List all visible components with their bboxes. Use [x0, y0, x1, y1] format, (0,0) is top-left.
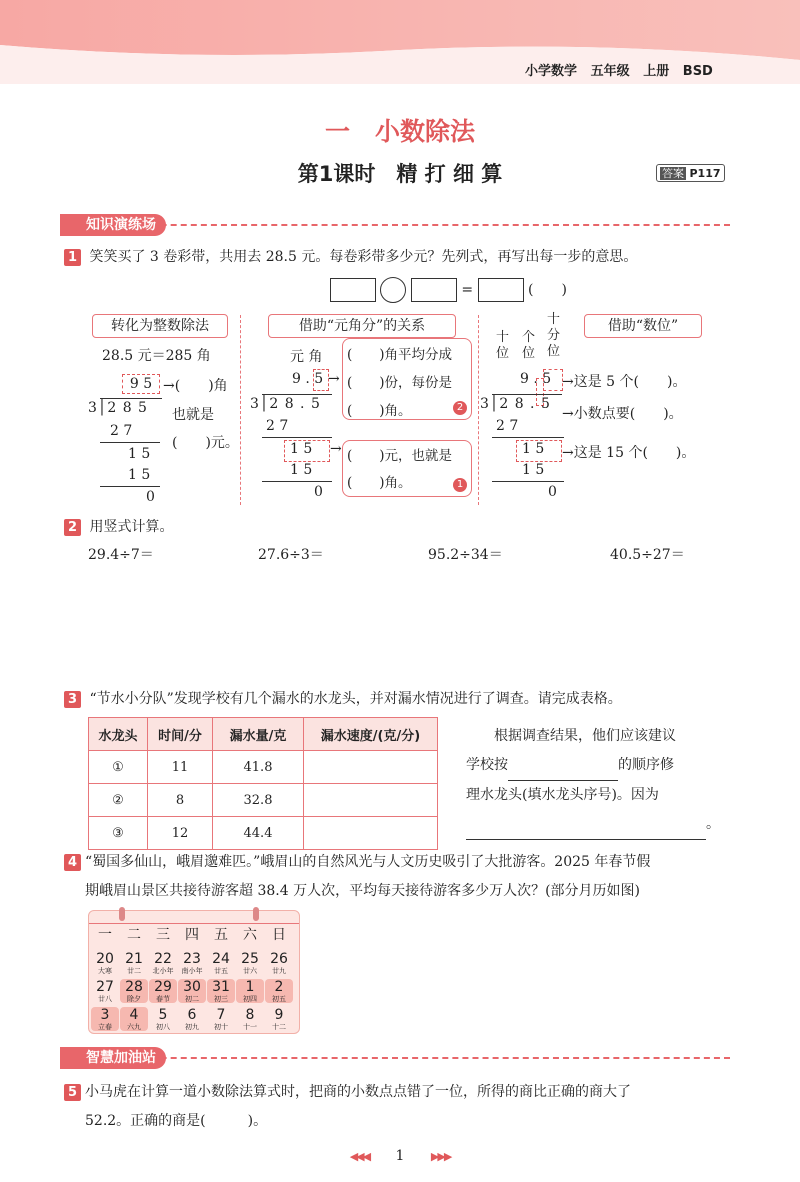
calendar-day — [120, 951, 148, 975]
lesson-title: 第1课时 精 打 细 算 — [297, 162, 503, 186]
calendar-weekday: 四 — [185, 927, 199, 943]
q3-side-text — [466, 722, 726, 840]
q3-th-speed: 漏水速度/(克/分) — [304, 718, 438, 751]
q2-number: 2 — [64, 519, 81, 536]
calendar-day — [91, 951, 119, 975]
method1-line2 — [100, 486, 160, 487]
method1-line1 — [100, 442, 160, 443]
method2-r4: 0 — [314, 484, 323, 500]
q1-stem — [64, 246, 637, 266]
method3-quotient-box — [543, 369, 563, 391]
q3-th-amount: 漏水量/克 — [213, 718, 304, 751]
method3-note3-text: 这是 15 个( )。 — [573, 445, 696, 461]
q3-cell: 11 — [148, 751, 213, 784]
method1-title: 转化为整数除法 — [92, 314, 228, 338]
calendar-day-number: 21 — [125, 951, 143, 967]
method3-r4: 0 — [548, 484, 557, 500]
calendar-weekday: 二 — [127, 927, 141, 943]
calendar-day-number: 27 — [96, 979, 114, 995]
method3-r3: 1 5 — [522, 462, 545, 478]
method2-box2-line1: ( )角平均分成 — [347, 347, 453, 363]
method3-note1: →这是 5 个( )。 — [562, 374, 687, 390]
calendar-day — [149, 951, 177, 975]
calendar-day-number: 5 — [158, 1007, 168, 1023]
calendar-day — [236, 1007, 264, 1031]
q4-text2: 期峨眉山景区共接待游客超 38.4 万人次，平均每天接待游客多少万人次？(部分月历如图) — [85, 883, 640, 899]
method2-arrow2: → — [330, 441, 342, 457]
subject: 小学数学 — [525, 64, 578, 79]
q2-problem-3: 95.2÷34＝ — [428, 547, 503, 563]
table-row — [89, 751, 438, 784]
method3-title: 借助“数位” — [584, 314, 702, 338]
calendar-day — [178, 951, 206, 975]
eq-sign: = — [461, 282, 474, 298]
method1-conv: 28.5 元＝285 角 — [102, 348, 211, 364]
q3-text: “节水小分队”发现学校有几个漏水的水龙头，并对漏水情况进行了调查。请完成表格。 — [89, 691, 622, 707]
q3-side-end: 。 — [706, 816, 720, 832]
calendar-day-number: 25 — [241, 951, 259, 967]
q5-stem — [64, 1078, 631, 1136]
calendar-day-number: 6 — [187, 1007, 197, 1023]
q3-reason-blank[interactable] — [466, 810, 706, 840]
eq-box-2[interactable] — [411, 278, 457, 302]
volume: 上册 — [643, 64, 670, 79]
method2-box1-line2: ( )角。 — [347, 475, 412, 491]
calendar-day — [207, 979, 235, 1003]
method1-r3: 1 5 — [128, 467, 151, 483]
q4-text1: “蜀国多仙山，峨眉邈难匹。”峨眉山的自然风光与人文历史吸引了大批游客。2025 年春节假 — [85, 854, 651, 870]
eq-operator-circle[interactable] — [380, 277, 406, 303]
calendar-day-number: 1 — [245, 979, 255, 995]
q3-th-faucet: 水龙头 — [89, 718, 148, 751]
calendar-day-number: 31 — [212, 979, 230, 995]
calendar-day — [120, 979, 148, 1003]
header-meta — [525, 60, 713, 79]
q5-number: 5 — [64, 1084, 81, 1101]
table-row — [89, 817, 438, 850]
calendar-day — [207, 1007, 235, 1031]
divider-1 — [240, 315, 241, 505]
method3-line2 — [492, 481, 564, 482]
method2-box2-line3: ( )角。 — [347, 403, 412, 419]
q3-cell: ② — [89, 784, 148, 817]
calendar-day-number: 24 — [212, 951, 230, 967]
q2-problem-2: 27.6÷3＝ — [258, 547, 324, 563]
q2-problem-4: 40.5÷27＝ — [610, 547, 685, 563]
method2-box2-badge: 2 — [453, 401, 467, 415]
divider-2 — [478, 315, 479, 505]
calendar-weekday: 六 — [243, 927, 257, 943]
q1-number: 1 — [64, 249, 81, 266]
calendar — [88, 910, 300, 1034]
answer-page: P117 — [689, 167, 721, 180]
calendar-day-lunar: 初五 — [272, 995, 286, 1003]
calendar-day-number: 23 — [183, 951, 201, 967]
method3-r1: 2 7 — [496, 418, 519, 434]
calendar-day-number: 26 — [270, 951, 288, 967]
section-boost — [60, 1047, 730, 1069]
method1-bar — [100, 398, 162, 399]
q3-cell: 41.8 — [213, 751, 304, 784]
calendar-day-lunar: 北小年 — [152, 967, 174, 975]
q3-stem — [64, 688, 622, 708]
method3-quotient: 9 . 5 — [520, 371, 552, 387]
method2-line2 — [262, 481, 332, 482]
calendar-day-lunar: 初二 — [185, 995, 199, 1003]
q3-side-line2b: 的顺序修 — [618, 757, 674, 773]
method3-bar — [492, 394, 562, 395]
calendar-weekday: 三 — [156, 927, 170, 943]
calendar-day-number: 30 — [183, 979, 201, 995]
q3-side-line2a: 学校按 — [466, 757, 508, 773]
calendar-ring-left — [119, 907, 125, 921]
q3-number: 3 — [64, 691, 81, 708]
q3-speed-input[interactable] — [304, 751, 438, 784]
section-practice — [60, 214, 730, 236]
method1-quotient: 9 5 — [122, 374, 160, 394]
calendar-day-lunar: 十一 — [243, 1023, 257, 1031]
method3-pos-one: 个位 — [522, 330, 536, 361]
calendar-weekday: 五 — [214, 927, 228, 943]
q4-number: 4 — [64, 854, 81, 871]
method3-pos-tenth: 十分位 — [547, 312, 561, 359]
section-practice-label: 知识演练场 — [60, 214, 166, 236]
calendar-day-number: 8 — [245, 1007, 255, 1023]
q3-cell: 8 — [148, 784, 213, 817]
method1-arrow: →( )角 — [163, 378, 228, 394]
q3-speed-input[interactable] — [304, 817, 438, 850]
q2-problem-1: 29.4÷7＝ — [88, 547, 154, 563]
method2-title: 借助“元角分”的关系 — [268, 314, 456, 338]
method2-box1-line1: ( )元，也就是 — [347, 448, 453, 464]
q3-cell: ① — [89, 751, 148, 784]
calendar-day-lunar: 立春 — [98, 1023, 112, 1031]
q1-equation — [330, 277, 567, 303]
calendar-day-lunar: 南小年 — [181, 967, 203, 975]
method3-dividend: 3│2 8 . 5 — [480, 396, 551, 412]
calendar-day — [91, 979, 119, 1003]
calendar-day-lunar: 廿六 — [243, 967, 257, 975]
method2-bar — [262, 394, 332, 395]
unit-title: 一 小数除法 — [324, 117, 475, 146]
answer-tag — [656, 164, 725, 182]
calendar-day-lunar: 廿五 — [214, 967, 228, 975]
method2-r2: 1 5 — [290, 441, 313, 457]
q3-speed-input[interactable] — [304, 784, 438, 817]
calendar-day — [178, 979, 206, 1003]
q3-cell: 44.4 — [213, 817, 304, 850]
q3-side-line3: 理水龙头(填水龙头序号)。因为 — [466, 787, 659, 803]
calendar-day-lunar: 廿二 — [127, 967, 141, 975]
calendar-day-lunar: 廿八 — [98, 995, 112, 1003]
calendar-day-number: 28 — [125, 979, 143, 995]
method3-line1 — [492, 437, 564, 438]
method3-note2: →小数点要( )。 — [562, 406, 683, 422]
page-number: 1 — [395, 1148, 405, 1164]
calendar-day — [120, 1007, 148, 1031]
calendar-day — [149, 979, 177, 1003]
calendar-day-number: 22 — [154, 951, 172, 967]
calendar-day-number: 29 — [154, 979, 172, 995]
calendar-day — [265, 1007, 293, 1031]
calendar-day — [236, 979, 264, 1003]
method1-dividend: 3│2 8 5 — [88, 400, 148, 416]
method1-mid2: ( )元。 — [172, 435, 239, 451]
calendar-day-lunar: 初八 — [156, 1023, 170, 1031]
eq-unit-paren: ( ) — [528, 282, 567, 298]
calendar-day-lunar: 春节 — [156, 995, 170, 1003]
method2-r3: 1 5 — [290, 462, 313, 478]
q2-stem — [64, 516, 173, 536]
calendar-day-number: 7 — [216, 1007, 226, 1023]
q4-stem — [64, 848, 650, 906]
method3-note1-text: 这是 5 个( )。 — [573, 374, 687, 390]
calendar-day — [149, 1007, 177, 1031]
calendar-day — [91, 1007, 119, 1031]
method2-box2-line2: ( )份，每份是 — [347, 375, 453, 391]
calendar-day-lunar: 六九 — [127, 1023, 141, 1031]
method2-line1 — [262, 437, 332, 438]
calendar-weekday: 日 — [272, 927, 286, 943]
method1-r1: 2 7 — [110, 423, 133, 439]
method2-units: 元 角 — [290, 349, 323, 365]
calendar-day-lunar: 大寒 — [98, 967, 112, 975]
calendar-weekday: 一 — [98, 927, 112, 943]
calendar-day-number: 9 — [274, 1007, 284, 1023]
section-boost-label: 智慧加油站 — [60, 1047, 166, 1069]
footer-right-arrows: ▶▶▶ — [430, 1150, 451, 1163]
answer-label: 答案 — [662, 167, 684, 180]
calendar-day — [265, 951, 293, 975]
method2-box1 — [342, 440, 472, 497]
q3-th-time: 时间/分 — [148, 718, 213, 751]
eq-box-3[interactable] — [478, 278, 524, 302]
eq-box-1[interactable] — [330, 278, 376, 302]
method3-note2-text: 小数点要( )。 — [573, 406, 683, 422]
calendar-day — [265, 979, 293, 1003]
calendar-day-number: 20 — [96, 951, 114, 967]
method3-pos-ten: 十位 — [496, 330, 510, 361]
method1-arrow-blank: ( )角 — [174, 378, 228, 394]
q3-order-blank[interactable] — [508, 751, 618, 781]
q5-text1: 小马虎在计算一道小数除法算式时，把商的小数点点错了一位，所得的商比正确的商大了 — [85, 1084, 631, 1100]
q3-table-header — [89, 718, 438, 751]
method2-r1: 2 7 — [266, 418, 289, 434]
calendar-day — [236, 951, 264, 975]
calendar-day-number: 2 — [274, 979, 284, 995]
q3-table — [88, 717, 438, 850]
method2-box2 — [342, 338, 472, 420]
edition: BSD — [682, 64, 713, 79]
method3-note3: →这是 15 个( )。 — [562, 445, 696, 461]
calendar-day-lunar: 初三 — [214, 995, 228, 1003]
method2-quotient-box — [313, 369, 329, 391]
method1-r4: 0 — [146, 489, 155, 505]
q3-cell: 12 — [148, 817, 213, 850]
calendar-topline — [89, 923, 299, 924]
method2-quotient: 9 . 5 — [292, 371, 324, 387]
calendar-ring-right — [253, 907, 259, 921]
q5-text2: 52.2。正确的商是( )。 — [85, 1113, 268, 1129]
calendar-day-lunar: 廿九 — [272, 967, 286, 975]
q2-text: 用竖式计算。 — [89, 519, 174, 535]
calendar-day-lunar: 初九 — [185, 1023, 199, 1031]
calendar-day-number: 4 — [129, 1007, 139, 1023]
table-row — [89, 784, 438, 817]
footer — [0, 1148, 800, 1164]
calendar-day-lunar: 十二 — [272, 1023, 286, 1031]
calendar-day-lunar: 初十 — [214, 1023, 228, 1031]
grade: 五年级 — [590, 64, 630, 79]
method2-dividend: 3│2 8 . 5 — [250, 396, 321, 412]
method1-mid: 也就是 — [172, 407, 214, 423]
calendar-day-number: 3 — [100, 1007, 110, 1023]
q3-cell: 32.8 — [213, 784, 304, 817]
calendar-day — [178, 1007, 206, 1031]
footer-left-arrows: ◀◀◀ — [349, 1150, 370, 1163]
calendar-day — [207, 951, 235, 975]
calendar-day-lunar: 初四 — [243, 995, 257, 1003]
calendar-day-lunar: 除夕 — [127, 995, 141, 1003]
method1-r2: 1 5 — [128, 446, 151, 462]
method2-box1-badge: 1 — [453, 478, 467, 492]
method3-r2: 1 5 — [522, 441, 545, 457]
q1-text: 笑笑买了 3 卷彩带，共用去 28.5 元。每卷彩带多少元？先列式，再写出每一步的意思。 — [89, 249, 638, 265]
q3-cell: ③ — [89, 817, 148, 850]
method2-arrow: → — [328, 371, 340, 387]
q3-side-line1: 根据调查结果，他们应该建议 — [494, 728, 676, 744]
